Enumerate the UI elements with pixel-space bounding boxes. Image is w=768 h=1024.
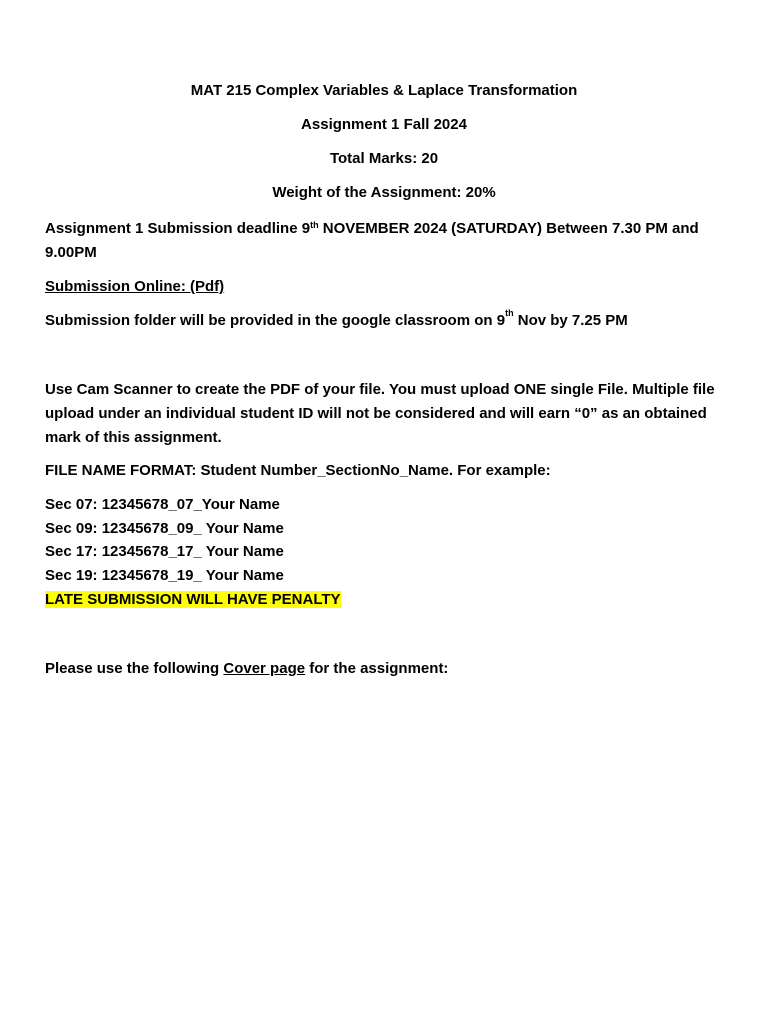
example-sec-07: Sec 07: 12345678_07_Your Name — [45, 496, 280, 513]
file-name-format: FILE NAME FORMAT: Student Number_SectionNo_Name. For example: — [45, 462, 551, 479]
folder-suffix: Nov by 7.25 PM — [513, 312, 628, 329]
cover-page-link[interactable]: Cover page — [223, 660, 306, 677]
deadline-prefix: Assignment 1 Submission deadline 9 — [45, 220, 311, 237]
deadline-superscript: th — [310, 220, 319, 230]
submission-online-heading — [45, 278, 224, 295]
cover-suffix: for the assignment: — [305, 660, 449, 677]
cam-scanner-instructions: Use Cam Scanner to create the PDF of your file. You must upload ONE single File. Multiple file upload under an individual student ID will not be considered and will earn “0” as an obtained mark of this assignment. — [45, 381, 715, 446]
folder-superscript: th — [505, 308, 514, 318]
cover-page-instruction — [45, 660, 448, 677]
submission-folder-note — [45, 308, 628, 329]
late-submission-notice — [45, 591, 341, 608]
course-title: MAT 215 Complex Variables & Laplace Transformation — [190, 82, 578, 99]
example-sec-09: Sec 09: 12345678_09_ Your Name — [45, 520, 284, 537]
cover-prefix: Please use the following — [45, 660, 224, 677]
assignment-title: Assignment 1 Fall 2024 — [301, 116, 467, 133]
total-marks: Total Marks: 20 — [329, 150, 439, 167]
assignment-weight: Weight of the Assignment: 20% — [272, 184, 496, 201]
deadline-suffix: NOVEMBER 2024 (SATURDAY) Between 7.30 PM and 9.00PM — [45, 220, 699, 261]
submission-online-label: Submission Online: (Pdf) — [45, 278, 225, 295]
late-penalty-highlight: LATE SUBMISSION WILL HAVE PENALTY — [45, 591, 341, 608]
submission-deadline — [45, 217, 725, 265]
example-sec-17: Sec 17: 12345678_17_ Your Name — [45, 543, 284, 560]
folder-prefix: Submission folder will be provided in the google classroom on 9 — [45, 312, 506, 329]
example-sec-19: Sec 19: 12345678_19_ Your Name — [45, 567, 284, 584]
